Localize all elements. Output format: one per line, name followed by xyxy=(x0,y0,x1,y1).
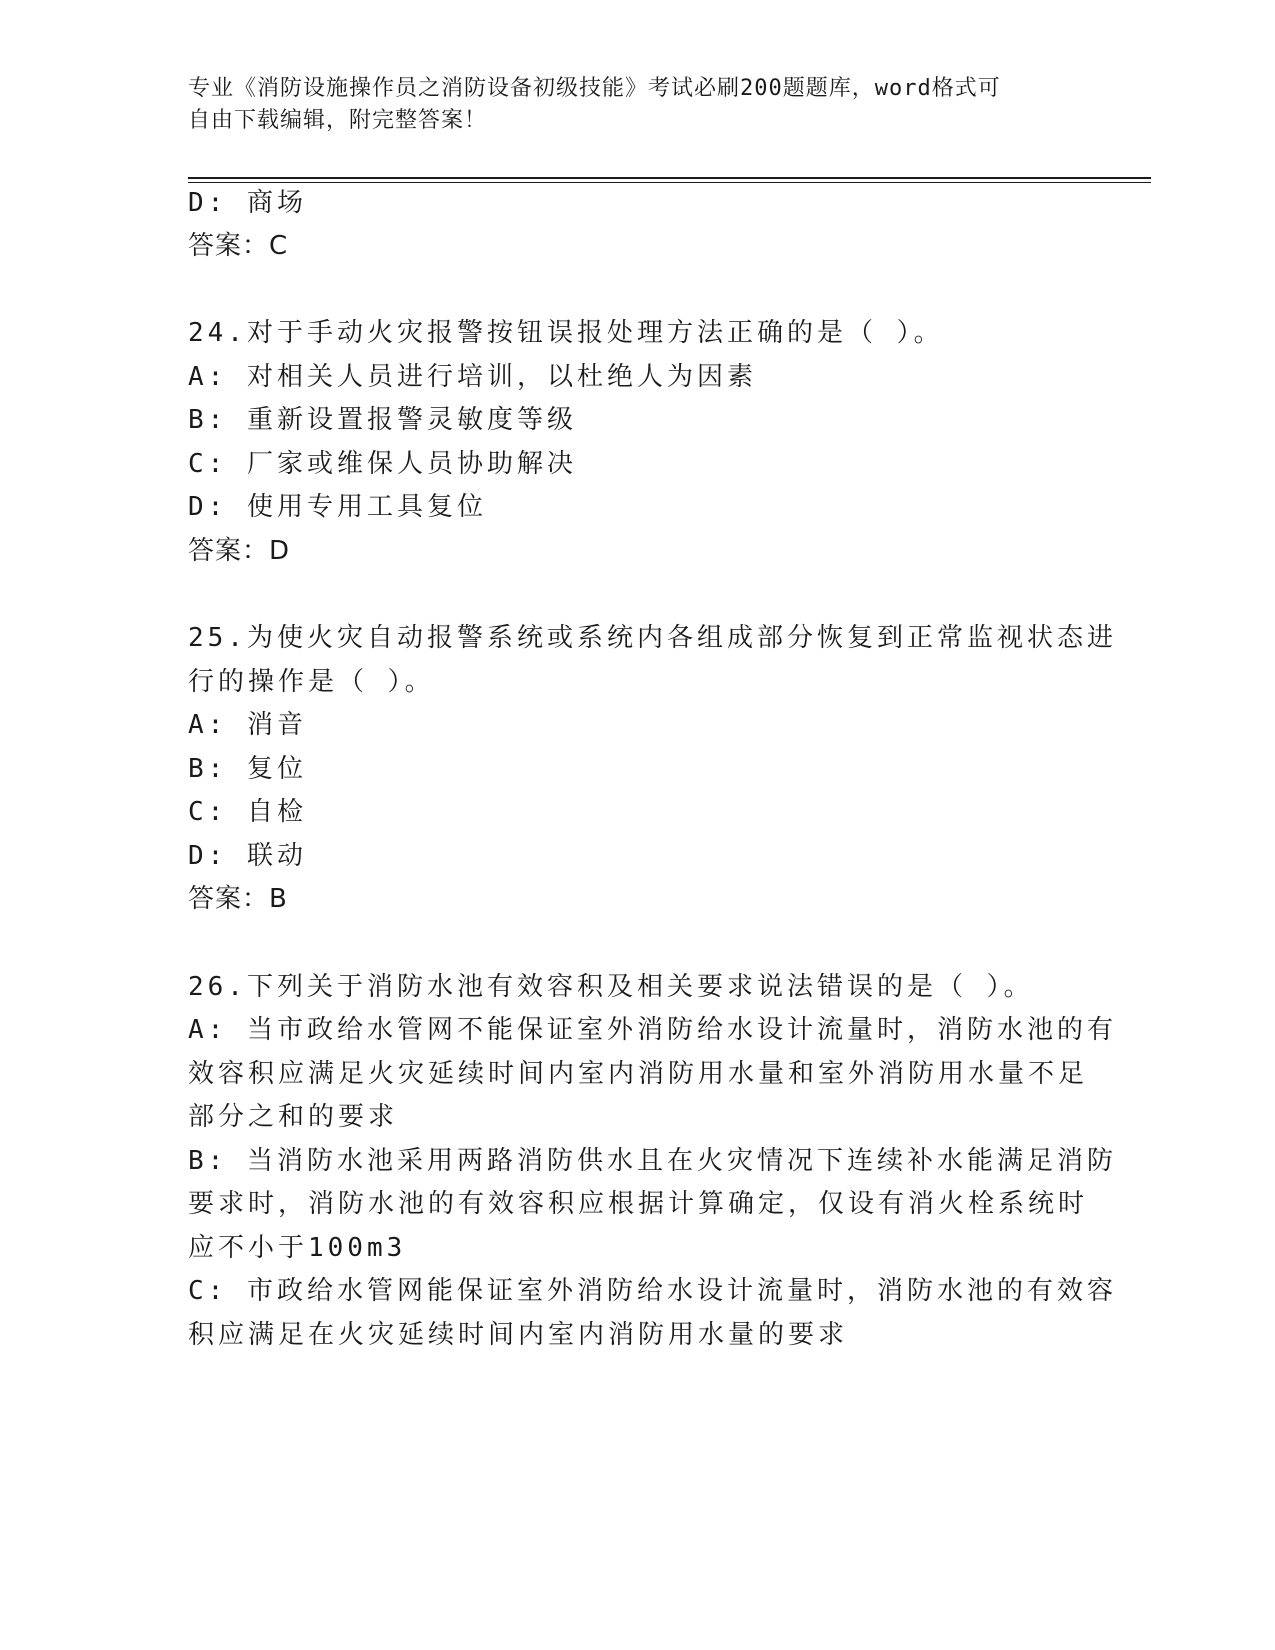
q24-stem: 24.对于手动火灾报警按钮误报处理方法正确的是（ ）。 xyxy=(188,318,944,348)
q26-option-b-line-2: 要求时，消防水池的有效容积应根据计算确定，仅设有消火栓系统时 xyxy=(188,1189,1089,1219)
q26-option-c-line-1: C: 市政给水管网能保证室外消防给水设计流量时，消防水池的有效容 xyxy=(188,1276,1117,1306)
q25-option-a: A: 消音 xyxy=(188,710,307,740)
q25-option-b: B: 复位 xyxy=(188,754,307,784)
q24-option-c: C: 厂家或维保人员协助解决 xyxy=(188,449,577,479)
header-line-1: 专业《消防设施操作员之消防设备初级技能》考试必刷200题题库，word格式可 xyxy=(188,76,1001,101)
q25-stem-line-1: 25.为使火灾自动报警系统或系统内各组成部分恢复到正常监视状态进 xyxy=(188,623,1117,653)
q24-answer: 答案：D xyxy=(188,536,291,566)
prev-option-d: D: 商场 xyxy=(188,188,307,218)
q26-option-b-line-1: B: 当消防水池采用两路消防供水且在火灾情况下连续补水能满足消防 xyxy=(188,1146,1117,1176)
q24-option-a: A: 对相关人员进行培训，以杜绝人为因素 xyxy=(188,362,757,392)
q26-option-a-line-3: 部分之和的要求 xyxy=(188,1102,399,1132)
q25-answer: 答案：B xyxy=(188,884,288,914)
q25-option-c: C: 自检 xyxy=(188,797,307,827)
q24-option-b: B: 重新设置报警灵敏度等级 xyxy=(188,405,577,435)
q25-option-d: D: 联动 xyxy=(188,841,307,871)
q24-option-d: D: 使用专用工具复位 xyxy=(188,492,487,522)
q26-option-a-line-2: 效容积应满足火灾延续时间内室内消防用水量和室外消防用水量不足 xyxy=(188,1059,1089,1089)
q26-option-c-line-2: 积应满足在火灾延续时间内室内消防用水量的要求 xyxy=(188,1320,849,1350)
header-line-2: 自由下载编辑，附完整答案！ xyxy=(188,108,488,133)
page-header xyxy=(188,73,1068,137)
prev-answer: 答案：C xyxy=(188,231,289,261)
q26-option-b-line-3: 应不小于100m3 xyxy=(188,1233,407,1263)
header-divider-thick xyxy=(188,177,1151,179)
q26-stem: 26.下列关于消防水池有效容积及相关要求说法错误的是（ ）。 xyxy=(188,972,1034,1002)
q26-option-a-line-1: A: 当市政给水管网不能保证室外消防给水设计流量时，消防水池的有 xyxy=(188,1015,1117,1045)
q25-stem-line-2: 行的操作是（ ）。 xyxy=(188,667,435,697)
